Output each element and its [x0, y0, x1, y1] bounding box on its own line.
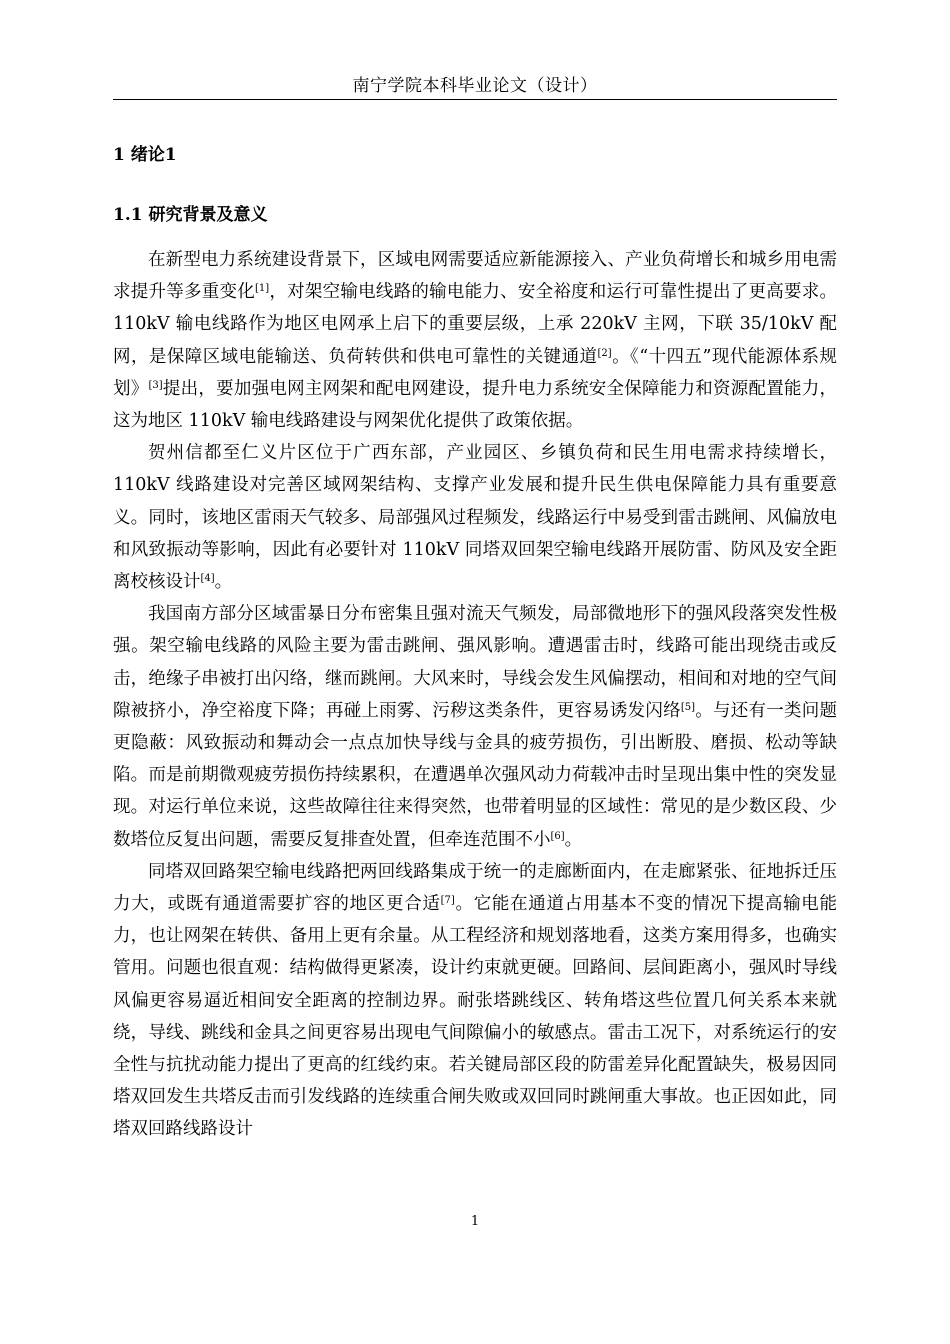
- chapter-heading: 1 绪论1: [113, 145, 177, 165]
- page-number: 1: [470, 1214, 480, 1229]
- citation-ref: [5]: [680, 701, 696, 713]
- header-divider: [113, 99, 837, 100]
- section-heading: 1.1 研究背景及意义: [113, 205, 268, 225]
- citation-ref: [6]: [550, 830, 565, 842]
- paragraph: 同塔双回路架空输电线路把两回线路集成于统一的走廊断面内，在走廊紧张、征地拆迁压力大，或既有通道需要扩容的地区更合适[7]。它能在通道占用基本不变的情况下提高输电能力，也让网架在转供、备用上更有余量。从工程经济和规划落地看，这类方案用得多，也确实管用。问题也很直观：结构做得更紧凑，设计约束就更硬。回路间、层间距离小，强风时导线风偏更容易逼近相间安全距离的控制边界。耐张塔跳线区、转角塔这些位置几何关系本来就绕，导线、跳线和金具之间更容易出现电气间隙偏小的敏感点。雷击工况下，对系统运行的安全性与抗扰动能力提出了更高的红线约束。若关键局部区段的防雷差异化配置缺失，极易因同塔双回发生共塔反击而引发线路的连续重合闸失败或双回同时跳闸重大事故。也正因如此，同塔双回路线路设计: [113, 861, 838, 1140]
- citation-ref: [4]: [200, 573, 215, 585]
- running-header: 南宁学院本科毕业论文（设计）: [352, 76, 598, 96]
- citation-ref: [7]: [440, 895, 455, 907]
- citation-ref: [1]: [254, 283, 270, 295]
- paragraph: 贺州信都至仁义片区位于广西东部，产业园区、乡镇负荷和民生用电需求持续增长，110kV 线路建设对完善区域网架结构、支撑产业发展和提升民生供电保障能力具有重要意义。同时，该地区雷雨天气较多、局部强风过程频发，线路运行中易受到雷击跳闸、风偏放电和风致振动等影响，因此有必要针对 110kV 同塔双回架空输电线路开展防雷、防风及安全距离校核设计[4]。: [113, 443, 837, 593]
- paragraph: 我国南方部分区域雷暴日分布密集且强对流天气频发，局部微地形下的强风段落突发性极强。架空输电线路的风险主要为雷击跳闸、强风影响。遭遇雷击时，线路可能出现绕击或反击，绝缘子串被打出闪络，继而跳闸。大风来时，导线会发生风偏摆动，相间和对地的空气间隙被挤小，净空裕度下降；再碰上雨雾、污秽这类条件，更容易诱发闪络[5]。与还有一类问题更隐蔽：风致振动和舞动会一点点加快导线与金具的疲劳损伤，引出断股、磨损、松动等缺陷。而是前期微观疲劳损伤持续累积，在遭遇单次强风动力荷载冲击时呈现出集中性的突发显现。对运行单位来说，这些故障往往来得突然，也带着明显的区域性：常见的是少数区段、少数塔位反复出问题，需要反复排查处置，但牵连范围不小[6]。: [113, 604, 838, 850]
- body-text: [113, 244, 837, 1146]
- paragraph: 在新型电力系统建设背景下，区域电网需要适应新能源接入、产业负荷增长和城乡用电需求提升等多重变化[1]，对架空输电线路的输电能力、安全裕度和运行可靠性提出了更高要求。110kV 输电线路作为地区电网承上启下的重要层级，上承 220kV 主网，下联 35/10kV 配网，是保障区域电能输送、负荷转供和供电可靠性的关键通道[2]。《“十四五”现代能源体系规划》[3]提出，要加强电网主网架和配电网建设，提升电力系统安全保障能力和资源配置能力，这为地区 110kV 输电线路建设与网架优化提供了政策依据。: [113, 250, 838, 432]
- citation-ref: [3]: [148, 379, 163, 391]
- citation-ref: [2]: [597, 347, 612, 359]
